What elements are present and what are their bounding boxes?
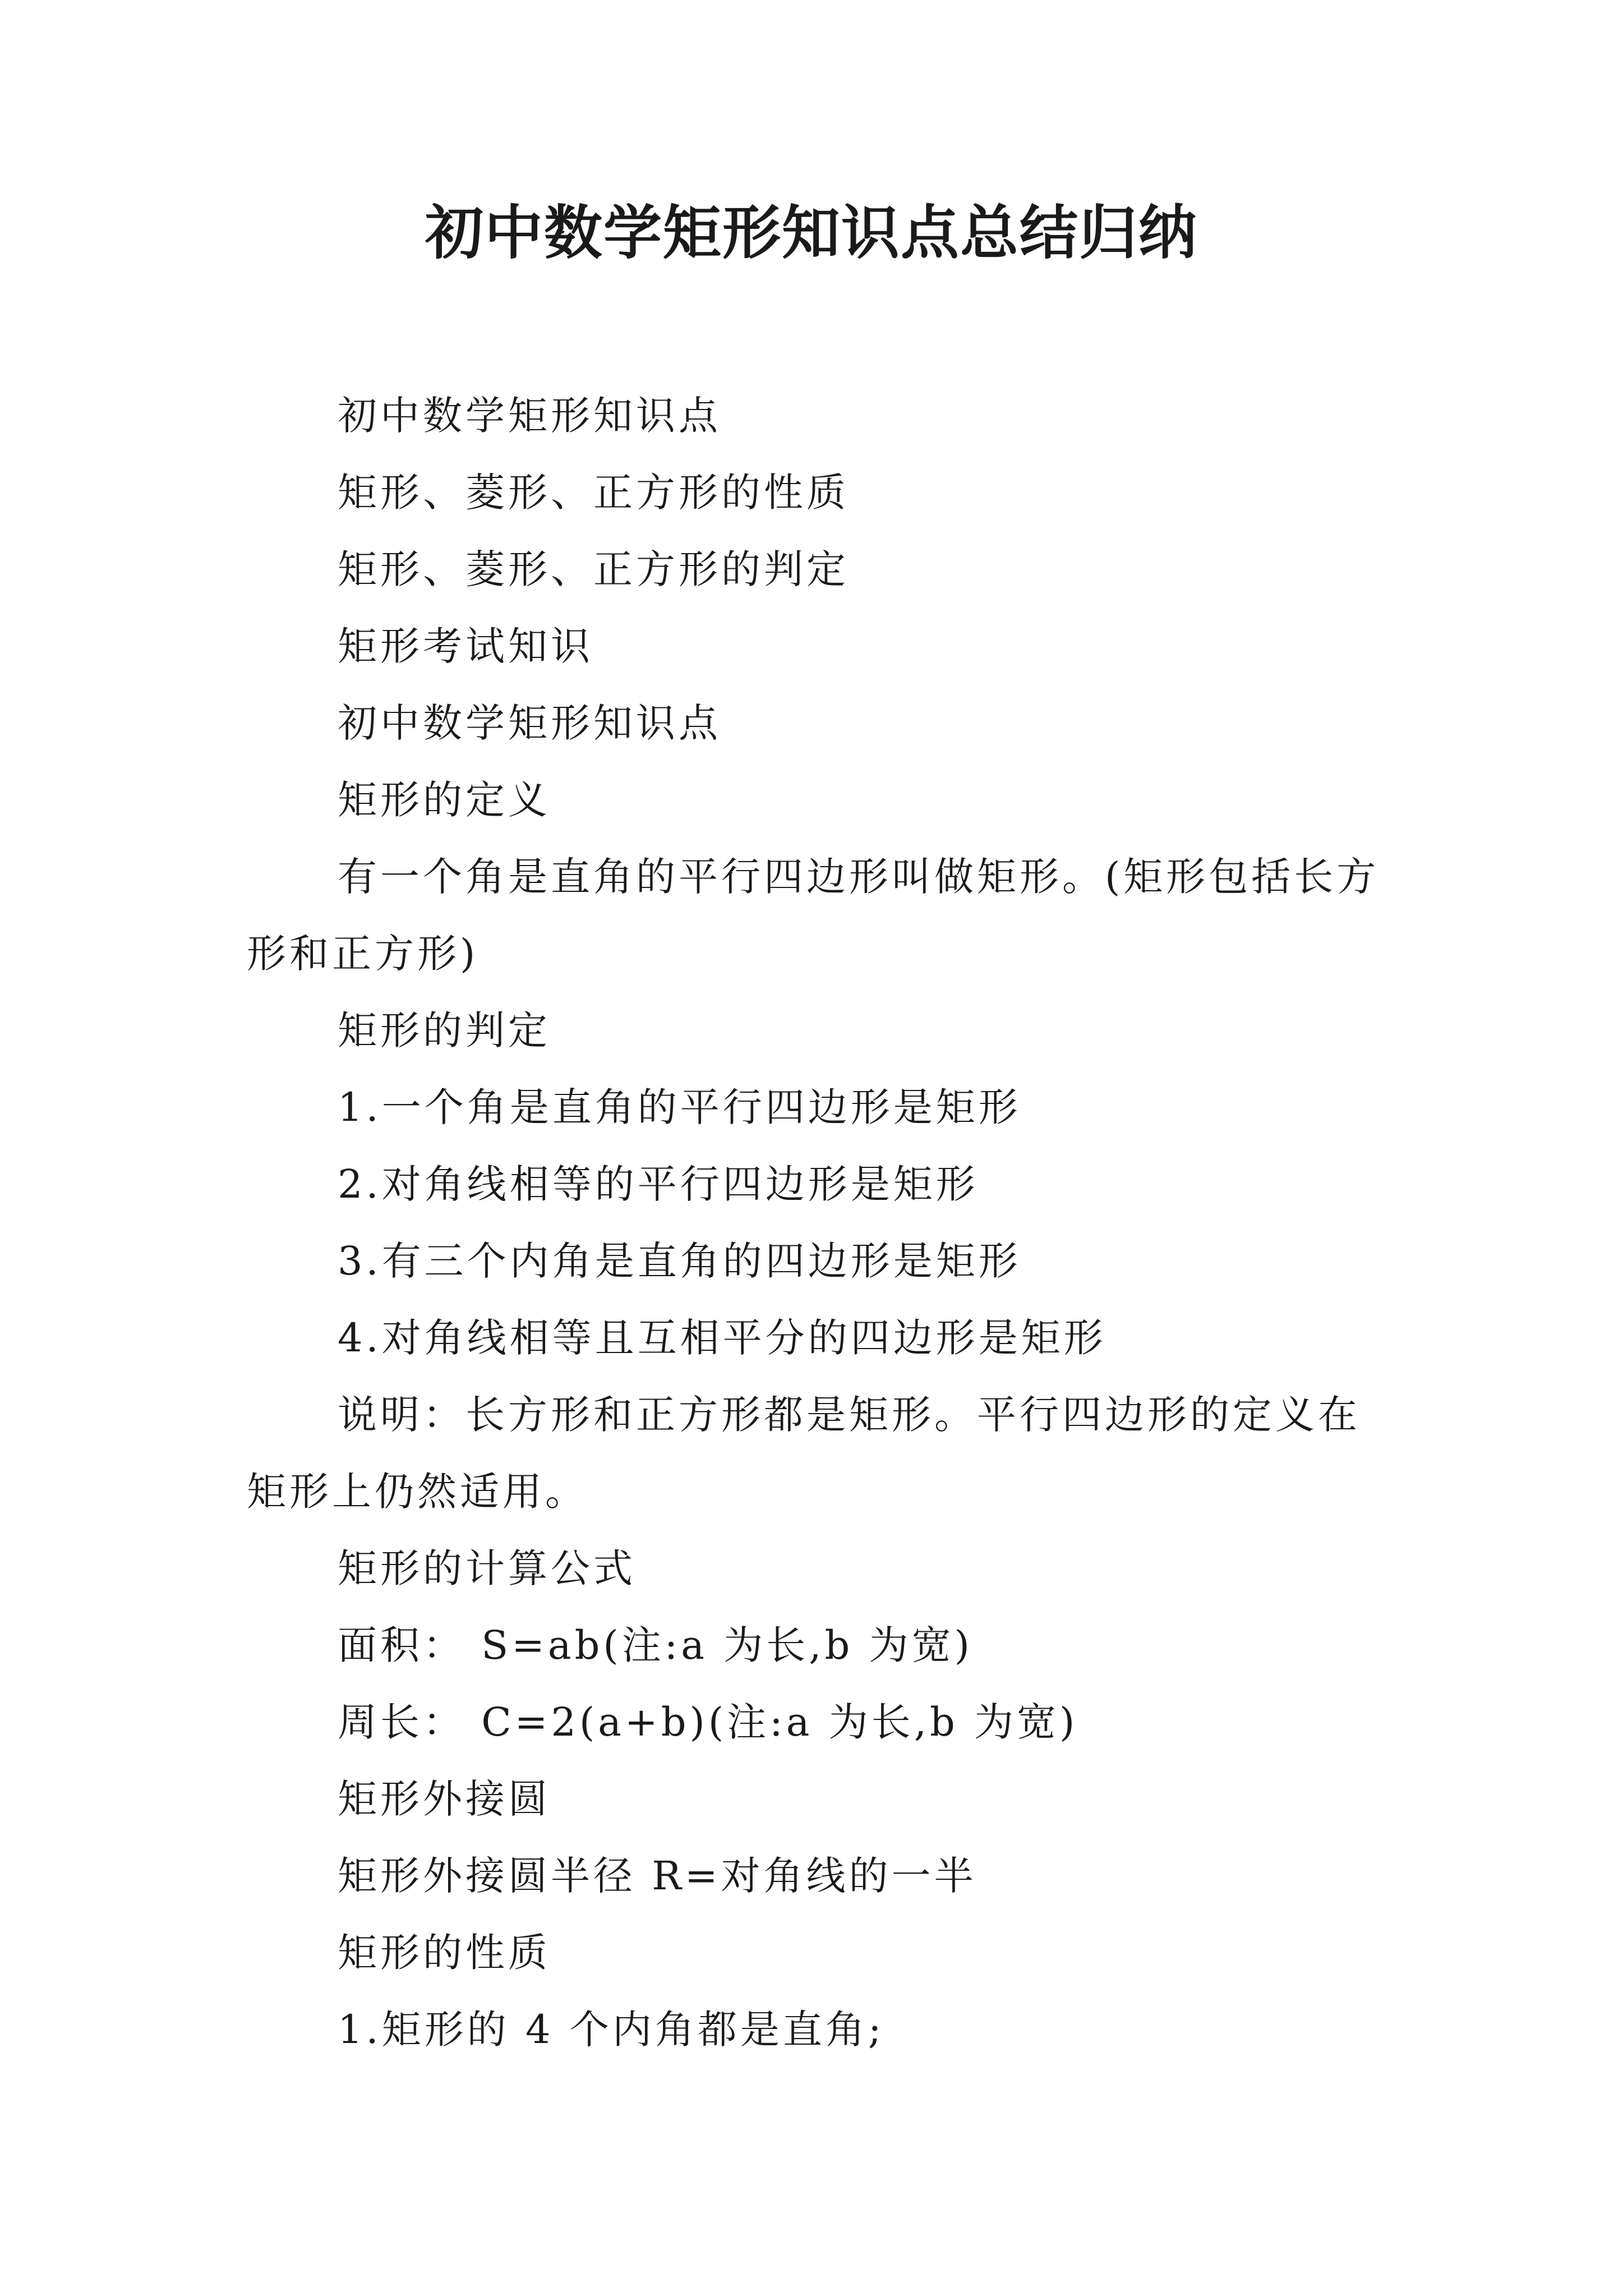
paragraph: 说明：长方形和正方形都是矩形。平行四边形的定义在矩形上仍然适用。 <box>247 1392 1361 1515</box>
paragraph: 矩形外接圆 <box>338 1776 551 1822</box>
paragraph: 矩形考试知识 <box>338 623 593 669</box>
paragraph: 4.对角线相等且互相平分的四边形是矩形 <box>338 1315 1106 1361</box>
paragraph: 3.有三个内角是直角的四边形是矩形 <box>338 1238 1021 1284</box>
paragraph: 1.一个角是直角的平行四边形是矩形 <box>338 1084 1021 1130</box>
paragraph: 矩形的定义 <box>338 777 551 823</box>
paragraph: 矩形、菱形、正方形的性质 <box>338 470 849 516</box>
paragraph: 矩形外接圆半径 R=对角线的一半 <box>338 1853 977 1899</box>
paragraph: 初中数学矩形知识点 <box>338 393 721 439</box>
paragraph: 有一个角是直角的平行四边形叫做矩形。(矩形包括长方形和正方形) <box>247 854 1380 977</box>
paragraph: 1.矩形的 4 个内角都是直角; <box>338 2007 885 2053</box>
document-title: 初中数学矩形知识点总结归纳 <box>425 198 1198 267</box>
paragraph: 矩形的性质 <box>338 1930 551 1976</box>
paragraph: 2.对角线相等的平行四边形是矩形 <box>338 1161 979 1207</box>
paragraph: 周长： C=2(a+b)(注:a 为长,b 为宽) <box>338 1699 1078 1745</box>
paragraph: 面积： S=ab(注:a 为长,b 为宽) <box>338 1622 973 1668</box>
paragraph: 矩形的判定 <box>338 1007 551 1053</box>
paragraph: 矩形、菱形、正方形的判定 <box>338 546 849 592</box>
paragraph: 矩形的计算公式 <box>338 1545 636 1591</box>
document-body <box>247 378 1391 2068</box>
paragraph: 初中数学矩形知识点 <box>338 700 721 746</box>
